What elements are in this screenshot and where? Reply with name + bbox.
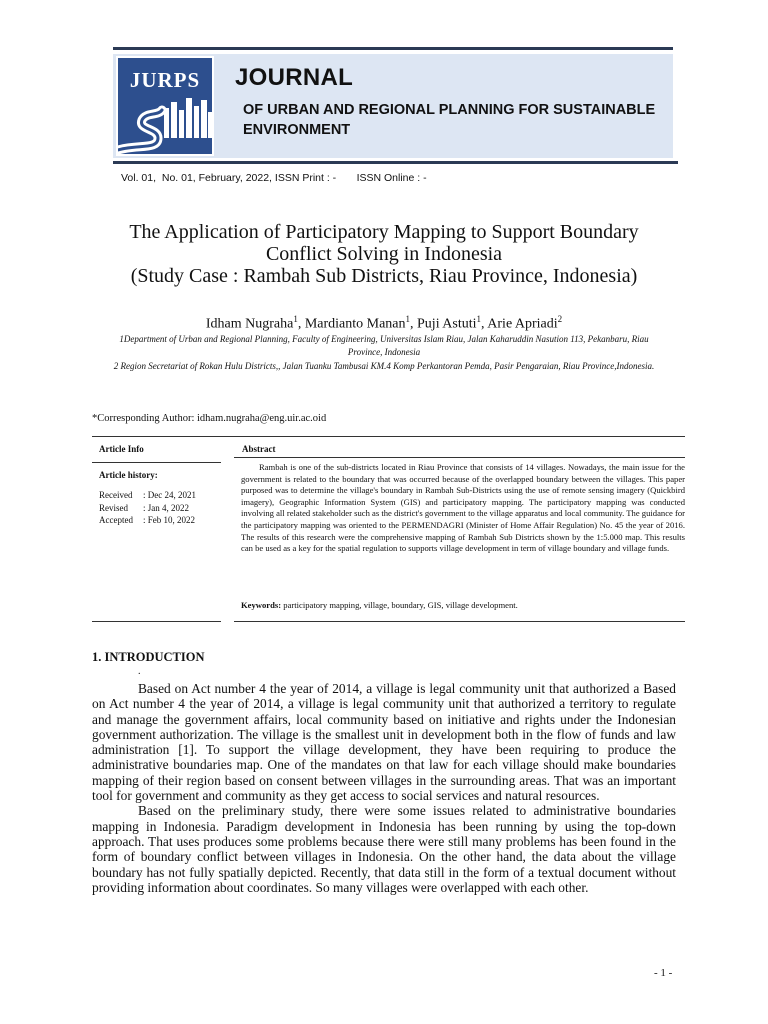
keywords-label: Keywords: bbox=[241, 600, 282, 610]
history-key: Accepted bbox=[99, 515, 133, 525]
history-key: Revised bbox=[99, 502, 128, 513]
abstract-text: Rambah is one of the sub-districts located in Riau Province that consists of 14 villages. Nowadays, the main issue for the government is related to the boundary that was occurred because of the overlapped boundary between the villages. This paper purposed was to determine the village's boundary in Rambah Sub-Districts using the use of remote sensing imagery (Quickbird imagery), Geographic Information System (GIS) and participatory mapping. The participatory mapping was conducted involving all related stakeholder such as the district's government to the village apparatus and local community. The guidance for the participatory mapping was oriented to the PERMENDAGRI (Minister of Home Affair Regulation) No. 45 the year of 2016. The results of this research were the comprehensive mapping of Rambah Sub Districts shown by the 1:5.000 map. This results can be used as a key for the spatial regulation to supports village development in term of village boundary and village funds. bbox=[241, 462, 685, 554]
author-affiliation-mark: 1 bbox=[293, 314, 298, 324]
article-info-header-rule bbox=[92, 462, 221, 463]
volume-issn-line: Vol. 01, No. 01, February, 2022, ISSN Print : - ISSN Online : - bbox=[121, 172, 427, 184]
author-name: Arie Apriadi bbox=[487, 316, 558, 332]
journal-logo bbox=[116, 56, 214, 156]
article-history-label: Article history: bbox=[99, 470, 158, 480]
journal-title: JOURNAL bbox=[235, 64, 354, 91]
history-value: : Feb 10, 2022 bbox=[143, 515, 196, 525]
header-rule-bottom bbox=[113, 161, 678, 164]
section-heading-introduction: 1. INTRODUCTION bbox=[92, 650, 205, 664]
info-box-top-rule bbox=[92, 436, 685, 437]
history-row bbox=[99, 514, 196, 527]
abstract-bottom-rule bbox=[234, 621, 685, 622]
history-row bbox=[99, 502, 196, 515]
introduction-body bbox=[92, 681, 676, 895]
paper-title-line-3: (Study Case : Rambah Sub Districts, Riau Province, Indonesia) bbox=[130, 265, 638, 287]
body-paragraph: Based on Act number 4 the year of 2014, a village is legal community unit that authorized a Based on Act number 4 the year of 2014, a village is legal community unit that authorized a territory to regulate and manage the government affairs, local community based on initiative and rights under the Indonesian government authorization. The village is the smallest unit in development both in the flow of funds and law administration [1]. To support the village development, they have been requiring to produce the administrative boundaries map. One of the mandates on that law for each village should make boundaries mapping of their region based on consent between villages in the surrounding areas. That was an important tool for government and community as they get access to social services and natural resources. bbox=[92, 681, 676, 804]
author-list: Idham Nugraha$^1$, Mardianto Manan$^1$, Puji Astuti$^1$, Arie Apriadi$^2$ bbox=[205, 314, 563, 332]
history-key: Received bbox=[99, 490, 133, 500]
affiliation-1: 1Department of Urban and Regional Planning, Faculty of Engineering, Universitas Islam Riau, Jalan Kaharuddin Nasution 113, Pekanbaru, Riau Province, Indonesia bbox=[119, 334, 649, 357]
paper-title-line-1: The Application of Participatory Mapping to Support Boundary bbox=[129, 221, 639, 243]
author-name: Idham Nugraha bbox=[205, 316, 294, 332]
affiliation-2: 2 Region Secretariat of Rokan Hulu Districts,, Jalan Tuanku Tambusai KM.4 Komp Perkantoran Pemda, Pasir Pengaraian, Riau Province,Indonesia. bbox=[113, 361, 655, 371]
keywords-text: participatory mapping, village, boundary, GIS, village development. bbox=[283, 600, 518, 610]
article-history-list bbox=[99, 489, 196, 527]
stray-dot: . bbox=[138, 666, 141, 677]
keywords bbox=[241, 600, 685, 610]
history-value: : Dec 24, 2021 bbox=[143, 490, 196, 500]
abstract-label: Abstract bbox=[242, 444, 276, 454]
author-affiliation-mark: 2 bbox=[557, 314, 563, 324]
history-row bbox=[99, 489, 196, 502]
corresponding-author: *Corresponding Author: idham.nugraha@eng.uir.ac.oid bbox=[92, 413, 327, 424]
author-name: Mardianto Manan bbox=[304, 316, 406, 332]
paper-title bbox=[60, 221, 708, 287]
body-paragraph: Based on the preliminary study, there were some issues related to administrative boundaries mapping in Indonesia. Paradigm development in Indonesia has been running by using the top-down approach. That uses produces some problems because there were still many problems has been found in the form of boundary conflict between villages in Indonesia. On the other hand, the data about the village boundary has not fully spatially depicted. Recently, that data still in the form of a textual document without providing information about coordinates. So many villages were overlapped with each other. bbox=[92, 803, 676, 895]
page-number: - 1 - bbox=[654, 967, 673, 979]
article-info-label: Article Info bbox=[99, 444, 144, 454]
abstract-header-rule bbox=[234, 457, 685, 458]
logo-wordmark: JURPS bbox=[129, 68, 201, 92]
paper-title-line-2: Conflict Solving in Indonesia bbox=[265, 243, 503, 265]
history-value: : Jan 4, 2022 bbox=[143, 502, 189, 513]
author-affiliation-mark: 1 bbox=[405, 314, 411, 324]
journal-subtitle: OF URBAN AND REGIONAL PLANNING FOR SUSTAINABLE ENVIRONMENT bbox=[243, 102, 656, 138]
header-rule-top bbox=[113, 47, 673, 50]
author-affiliation-mark: 1 bbox=[476, 314, 482, 324]
author-name: Puji Astuti bbox=[417, 316, 477, 332]
article-info-bottom-rule bbox=[92, 621, 221, 622]
